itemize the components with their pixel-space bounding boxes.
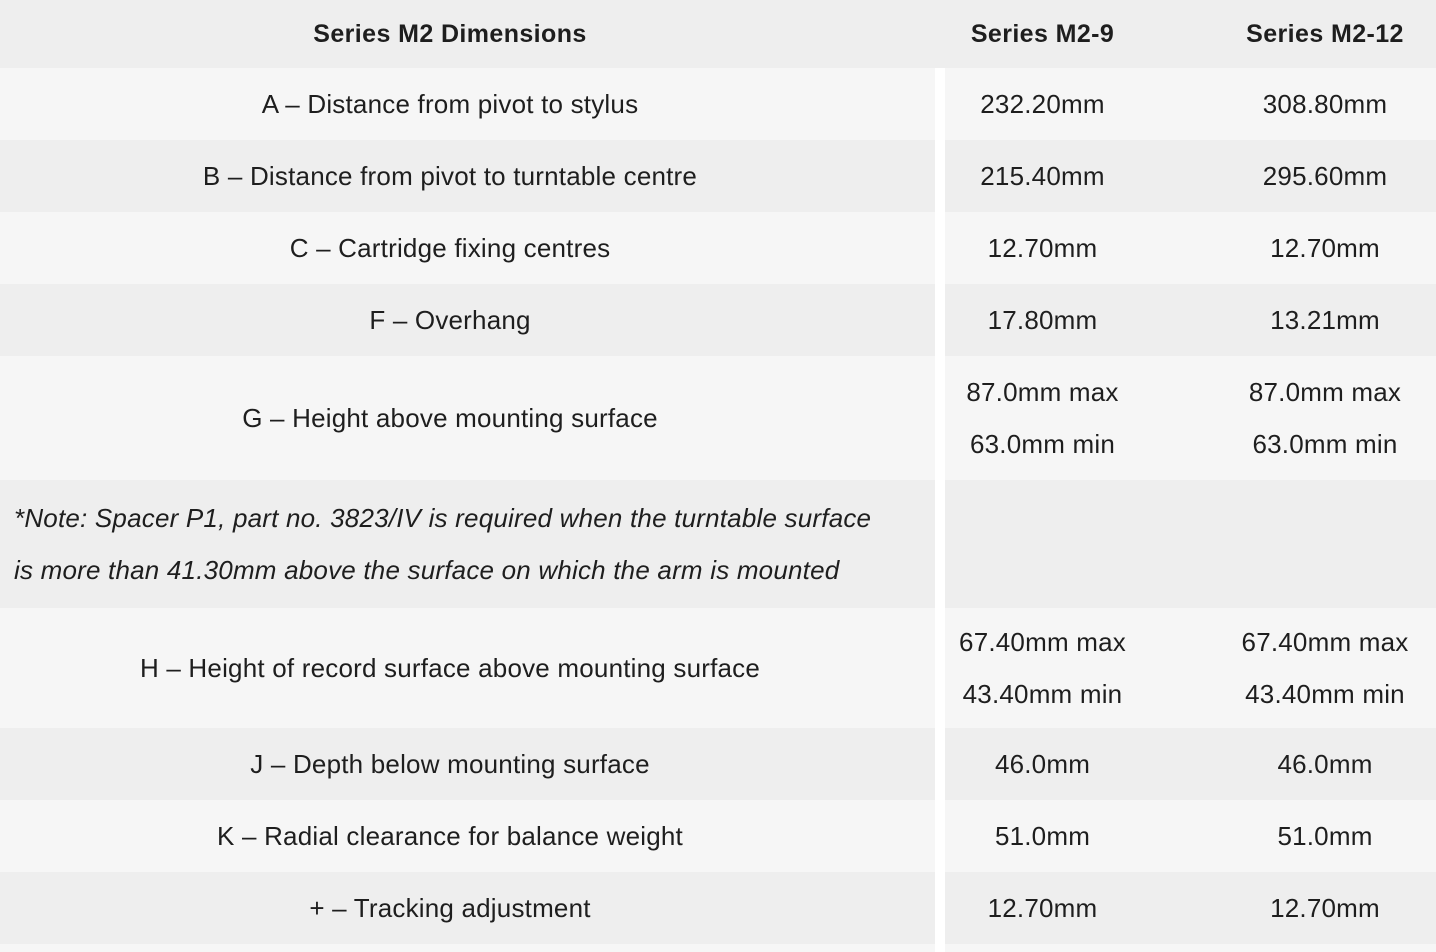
- column-gap: [935, 800, 945, 872]
- col-header-dimensions: Series M2 Dimensions: [0, 0, 935, 68]
- m2-12-value: 51.0mm: [1190, 800, 1436, 872]
- m2-12-value: 12.70mm: [1190, 872, 1436, 944]
- column-gap: [935, 872, 945, 944]
- m2-9-value: 17.80mm: [945, 284, 1190, 356]
- partial-cell: [1190, 944, 1436, 952]
- m2-9-value: [945, 608, 1190, 728]
- row-c-cartridge-fixing: [0, 212, 1436, 284]
- m2-12-value: 46.0mm: [1190, 728, 1436, 800]
- column-gap: [935, 284, 945, 356]
- row-label: G – Height above mounting surface: [0, 356, 935, 480]
- m2-12-value: 295.60mm: [1190, 140, 1436, 212]
- m2-9-value: 51.0mm: [945, 800, 1190, 872]
- partial-cell: [0, 944, 935, 952]
- value-max: 67.40mm max: [959, 627, 1126, 657]
- m2-9-value-empty: [945, 480, 1190, 608]
- row-label: + – Tracking adjustment: [0, 872, 935, 944]
- m2-9-value: 12.70mm: [945, 872, 1190, 944]
- row-label: F – Overhang: [0, 284, 935, 356]
- m2-12-value-empty: [1190, 480, 1436, 608]
- column-gap: [935, 480, 945, 608]
- value-max: 87.0mm max: [966, 377, 1119, 407]
- partial-cell: [945, 944, 1190, 952]
- column-gap: [935, 212, 945, 284]
- row-a-pivot-to-stylus: [0, 68, 1436, 140]
- row-j-depth-below-mounting: [0, 728, 1436, 800]
- row-h-record-surface-height: [0, 608, 1436, 728]
- m2-9-value: [945, 356, 1190, 480]
- row-label: H – Height of record surface above mounting surface: [0, 608, 935, 728]
- value-min: 63.0mm min: [969, 429, 1116, 459]
- value-max: 87.0mm max: [1248, 377, 1402, 407]
- note-line-1: *Note: Spacer P1, part no. 3823/IV is required when the turntable surface: [14, 503, 872, 533]
- column-gap: [935, 68, 945, 140]
- row-label: C – Cartridge fixing centres: [0, 212, 935, 284]
- column-gap: [935, 944, 945, 952]
- m2-9-value: 12.70mm: [945, 212, 1190, 284]
- m2-12-value: [1190, 608, 1436, 728]
- row-label: B – Distance from pivot to turntable centre: [0, 140, 935, 212]
- row-tracking-adjustment: [0, 872, 1436, 944]
- m2-12-value: [1190, 356, 1436, 480]
- row-label: A – Distance from pivot to stylus: [0, 68, 935, 140]
- bottom-partial-row: [0, 944, 1436, 952]
- value-min: 63.0mm min: [1252, 429, 1398, 459]
- m2-9-value: 232.20mm: [945, 68, 1190, 140]
- column-gap: [935, 356, 945, 480]
- m2-12-value: 12.70mm: [1190, 212, 1436, 284]
- column-gap: [935, 140, 945, 212]
- column-gap: [935, 0, 945, 68]
- value-min: 43.40mm min: [962, 679, 1123, 709]
- row-b-pivot-to-centre: [0, 140, 1436, 212]
- row-k-radial-clearance: [0, 800, 1436, 872]
- m2-12-value: 13.21mm: [1190, 284, 1436, 356]
- note-line-2: is more than 41.30mm above the surface on which the arm is mounted: [14, 555, 840, 585]
- col-header-m2-12: Series M2-12: [1190, 0, 1436, 68]
- row-g-height-above-mounting: [0, 356, 1436, 480]
- row-f-overhang: [0, 284, 1436, 356]
- m2-9-value: 46.0mm: [945, 728, 1190, 800]
- col-header-m2-9: Series M2-9: [945, 0, 1190, 68]
- note-text: [0, 480, 935, 608]
- row-label: K – Radial clearance for balance weight: [0, 800, 935, 872]
- value-max: 67.40mm max: [1241, 627, 1409, 657]
- row-label: J – Depth below mounting surface: [0, 728, 935, 800]
- value-min: 43.40mm min: [1245, 679, 1405, 709]
- spacer-note-row: [0, 480, 1436, 608]
- column-gap: [935, 608, 945, 728]
- column-gap: [935, 728, 945, 800]
- m2-9-value: 215.40mm: [945, 140, 1190, 212]
- m2-12-value: 308.80mm: [1190, 68, 1436, 140]
- header-row: [0, 0, 1436, 68]
